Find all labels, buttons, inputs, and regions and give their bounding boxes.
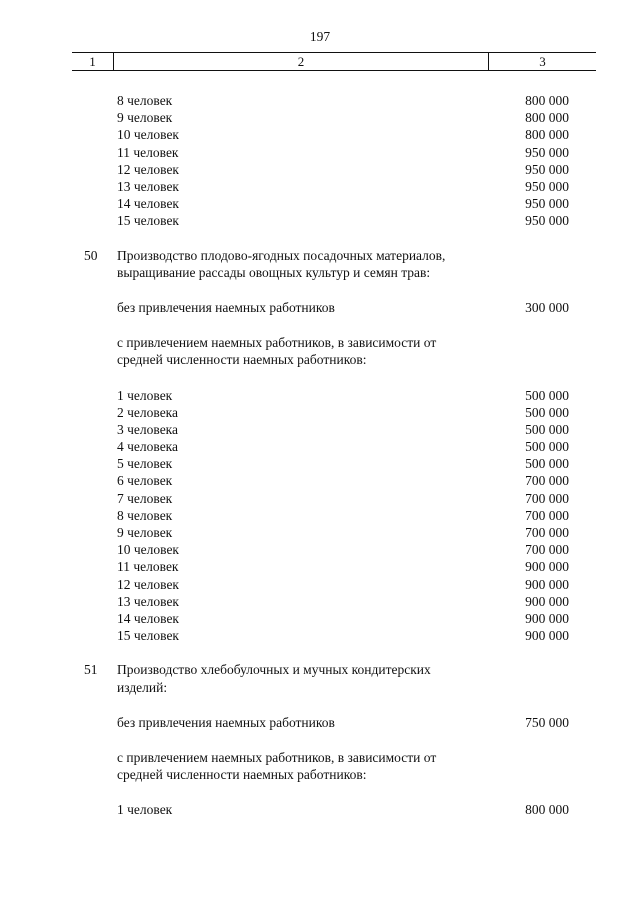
row-label: 8 человек [117,93,173,108]
row-value: 700 000 [525,525,569,540]
row-value: 700 000 [525,507,569,523]
table-row [0,92,640,109]
table-row [0,714,640,731]
table-header [72,52,596,71]
row-label: 10 человек [117,542,179,558]
table-row [0,421,640,438]
row-label: 11 человек [117,559,179,575]
table-row [0,404,640,421]
row-value: 500 000 [525,439,569,455]
row-label: 12 человек [117,576,179,592]
row-value: 500 000 [525,456,569,472]
row-value: 800 000 [525,110,569,126]
item-title: Производство плодово-ягодных посадочных материалов, выращивание рассады овощных культур и семян трав: [117,247,446,280]
item-50 [0,247,640,281]
table-row [0,507,640,524]
row-value: 700 000 [525,490,569,506]
table-row [0,195,640,212]
item-51-rows [0,801,640,818]
table-row [0,593,640,610]
table-row [0,472,640,489]
table-row [0,126,640,143]
table-row [0,801,640,818]
row-value: 900 000 [525,628,569,644]
row-label: 9 человек [117,110,173,126]
item-50-rows [0,387,640,645]
table-row [0,524,640,541]
item-51 [0,661,640,695]
header-col-3: 3 [539,54,546,69]
row-label: 6 человек [117,473,173,489]
row-value: 800 000 [525,802,569,818]
row-label: 7 человек [117,490,173,506]
row-label: 11 человек [117,144,179,160]
row-label: 9 человек [117,525,173,540]
table-row [0,455,640,472]
row-label: 14 человек [117,610,179,626]
row-value: 500 000 [525,387,569,403]
row-value: 950 000 [525,144,569,160]
row-value: 300 000 [525,299,569,315]
row-label: 15 человек [117,628,179,644]
row-label: без привлечения наемных работников [117,299,335,315]
table-row [0,541,640,558]
table-body [0,92,640,819]
row-label: 1 человек [117,802,173,818]
row-label: 2 человека [117,404,179,420]
table-row [0,558,640,575]
row-value: 800 000 [525,93,569,108]
row-value: 900 000 [525,593,569,609]
header-col-2: 2 [114,53,489,70]
row-value: 900 000 [525,610,569,626]
row-value: 500 000 [525,404,569,420]
table-row [0,144,640,161]
table-row [0,627,640,644]
table-row [0,438,640,455]
item-title: Производство хлебобулочных и мучных кондитерских изделий: [117,662,431,695]
row-label: 3 человека [117,421,179,437]
row-label: 15 человек [117,213,179,229]
row-value: 950 000 [525,161,569,177]
row-value: 900 000 [525,576,569,592]
row-value: 500 000 [525,421,569,437]
item-number: 51 [84,662,98,678]
row-label: 13 человек [117,178,179,194]
row-value: 900 000 [525,559,569,575]
row-label: без привлечения наемных работников [117,714,335,730]
page-number: 197 [309,29,331,44]
with-hired-intro: с привлечением наемных работников, в зависимости от средней численности наемных работников: [117,749,437,783]
row-value: 750 000 [525,714,569,730]
with-hired-intro: с привлечением наемных работников, в зависимости от средней численности наемных работников: [117,335,437,368]
table-row [0,178,640,195]
table-row [0,109,640,126]
header-col-1: 1 [72,53,114,70]
row-label: 12 человек [117,161,179,177]
row-label: 14 человек [117,196,179,212]
table-row [0,212,640,229]
item-number: 50 [84,247,98,263]
row-label: 5 человек [117,456,173,472]
row-label: 8 человек [117,507,173,523]
row-label: 13 человек [117,593,179,609]
table-row [0,576,640,593]
table-row [0,387,640,404]
row-value: 950 000 [525,178,569,194]
row-label: 4 человека [117,439,179,455]
table-row [0,299,640,316]
table-row [0,610,640,627]
continued-rows [0,92,640,230]
row-value: 700 000 [525,542,569,558]
row-value: 800 000 [525,127,569,143]
row-value: 950 000 [525,196,569,212]
row-value: 950 000 [525,213,569,229]
table-row [0,161,640,178]
row-label: 10 человек [117,127,179,143]
row-label: 1 человек [117,387,173,403]
table-row [0,490,640,507]
row-value: 700 000 [525,473,569,489]
